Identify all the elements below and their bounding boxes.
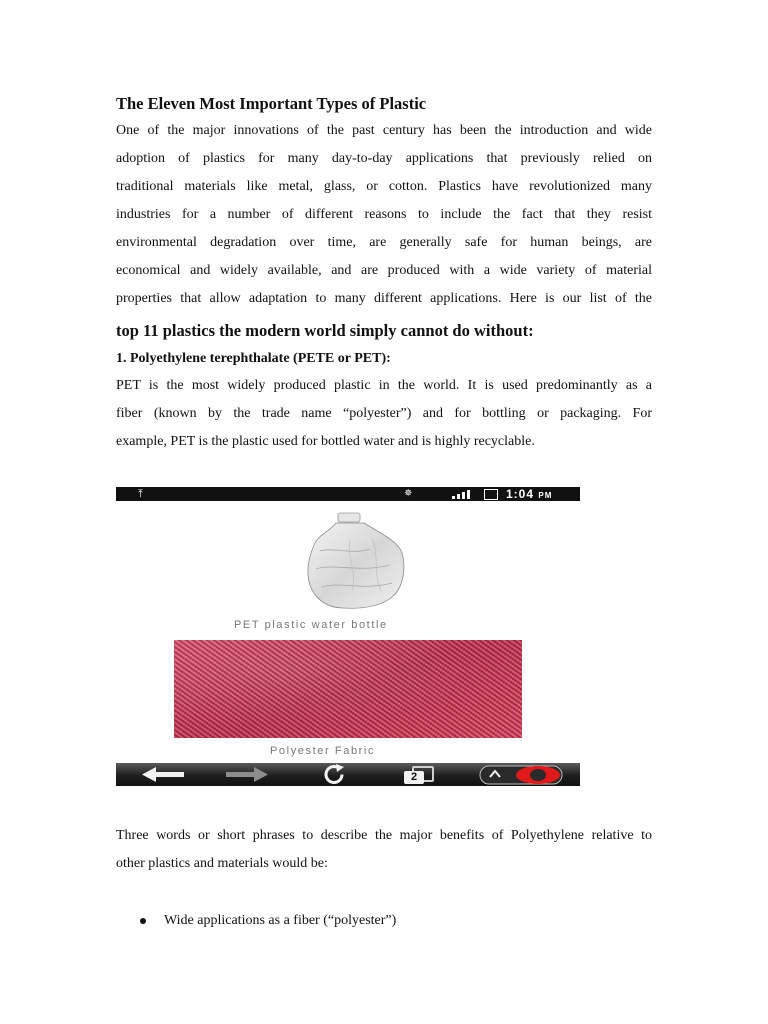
fabric-caption: Polyester Fabric (270, 745, 376, 757)
intro-line: adoption of plastics for many day-to-day applications that previously relied on (116, 151, 652, 166)
benefits-intro-paragraph (116, 822, 652, 878)
tab-count: 2 (404, 771, 424, 784)
refresh-icon (314, 763, 354, 786)
upload-icon: ⤒ (138, 488, 143, 500)
intro-line: environmental degradation over time, are generally safe for human beings, are (116, 235, 652, 250)
document-title: The Eleven Most Important Types of Plastic (116, 94, 427, 113)
bluetooth-icon: ✵ (404, 488, 413, 499)
back-arrow-icon (138, 763, 188, 786)
section-1-heading: 1. Polyethylene terephthalate (PETE or PET): (116, 351, 391, 366)
list-item-text: Wide applications as a fiber (“polyester”) (164, 913, 397, 928)
benefits-intro-line: other plastics and materials would be: (116, 856, 328, 871)
forward-arrow-icon (222, 763, 272, 786)
water-bottle-image (300, 511, 410, 611)
bullet-icon (140, 918, 146, 924)
section-1-paragraph (116, 372, 652, 456)
section-1-line: PET is the most widely produced plastic in the world. It is used predominantly as a (116, 378, 652, 393)
polyester-fabric-image (174, 640, 522, 738)
benefits-intro-line: Three words or short phrases to describe the major benefits of Polyethylene relative to (116, 828, 652, 843)
section-1-line: fiber (known by the trade name “polyester”) and for bottling or packaging. For (116, 406, 652, 421)
battery-icon (484, 489, 498, 500)
intro-line: traditional materials like metal, glass, or cotton. Plastics have revolutionized many (116, 179, 652, 194)
phone-status-bar (116, 487, 580, 501)
intro-line: industries for a number of different reasons to include the fact that they resist (116, 207, 652, 222)
intro-line: economical and widely available, and are produced with a wide variety of material (116, 263, 652, 278)
intro-paragraph (116, 117, 652, 313)
signal-icon (452, 490, 474, 499)
phone-nav-bar (116, 763, 580, 786)
pet-figure-screenshot (116, 487, 580, 786)
intro-line: One of the major innovations of the past century has been the introduction and wide (116, 123, 652, 138)
section-1-line: example, PET is the plastic used for bottled water and is highly recyclable. (116, 434, 535, 449)
bottle-caption: PET plastic water bottle (234, 619, 388, 631)
list-item (116, 907, 396, 935)
list-subheading: top 11 plastics the modern world simply cannot do without: (116, 321, 534, 340)
benefits-list (116, 907, 396, 935)
opera-menu-icon (478, 763, 568, 786)
status-time: 1:04 PM (506, 487, 553, 501)
tabs-icon (400, 763, 438, 786)
intro-line: properties that allow adaptation to many different applications. Here is our list of the (116, 291, 652, 306)
